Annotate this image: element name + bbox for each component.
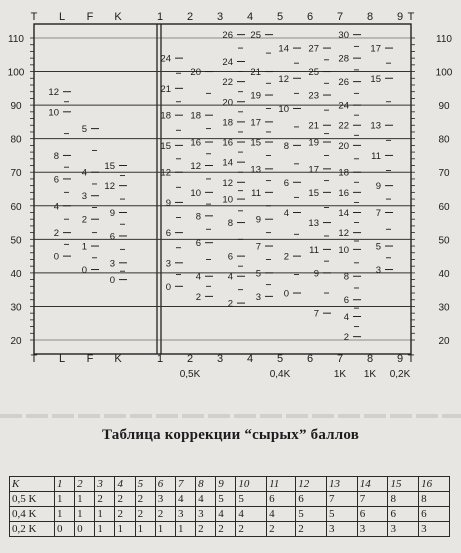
y-tick-left: 110 (8, 34, 24, 45)
scale-value-1: 3 (165, 258, 171, 270)
scale-value-1: 24 (160, 53, 171, 65)
scale-value-7: 6 (343, 295, 349, 307)
header-letter: 9 (396, 11, 404, 23)
k-table-cell: 1 (95, 522, 115, 537)
scale-value-6: 7 (313, 308, 319, 320)
scale-value-3: 2 (227, 298, 233, 310)
k-column-header-2: 2 (75, 477, 95, 492)
k-column-header: K (10, 477, 55, 492)
scale-value-4: 9 (255, 214, 261, 226)
k-table-cell: 1 (75, 507, 95, 522)
scale-value-L: 4 (53, 201, 59, 213)
k-column-header-4: 4 (115, 477, 135, 492)
scale-value-2: 12 (190, 161, 201, 173)
k-column-header-7: 7 (175, 477, 195, 492)
k-table-cell: 3 (175, 507, 195, 522)
scale-value-5: 8 (283, 140, 289, 152)
y-tick-right: 70 (438, 168, 450, 180)
scale-value-7: 30 (338, 30, 349, 42)
scale-value-K: 3 (109, 258, 115, 270)
k-table-cell: 2 (135, 492, 155, 507)
scale-value-3: 20 (222, 97, 233, 109)
k-column-header-5: 5 (135, 477, 155, 492)
footer-letter: 9 (396, 353, 404, 365)
scale-value-8: 5 (375, 241, 381, 253)
scale-value-6: 9 (313, 268, 319, 280)
k-table-cell: 5 (236, 492, 267, 507)
scale-value-1: 21 (160, 83, 171, 95)
scale-value-6: 19 (308, 137, 319, 149)
k-table-row (10, 507, 450, 522)
k-table-cell: 3 (327, 522, 358, 537)
k-table-cell: 1 (95, 507, 115, 522)
scale-value-4: 3 (255, 291, 261, 303)
scale-value-7: 18 (338, 167, 349, 179)
k-column-header-14: 14 (357, 477, 388, 492)
k-column-header-12: 12 (296, 477, 327, 492)
scale-value-8: 17 (370, 43, 381, 55)
k-table-body (10, 492, 450, 537)
footer-letter: 6 (306, 353, 314, 365)
k-table-cell: 3 (196, 507, 216, 522)
scale-value-7: 24 (338, 100, 349, 112)
scale-value-3: 12 (222, 177, 233, 189)
scale-value-6: 17 (308, 164, 319, 176)
header-letter: 2 (186, 11, 194, 23)
scale-value-7: 22 (338, 120, 349, 132)
scale-value-8: 3 (375, 265, 381, 277)
scale-value-8: 13 (370, 120, 381, 132)
scale-value-6: 23 (308, 90, 319, 102)
k-table-cell: 2 (115, 492, 135, 507)
scale-value-2: 8 (195, 211, 201, 223)
k-table-cell: 1 (55, 492, 75, 507)
footer-letter: F (86, 353, 94, 365)
scale-value-2: 6 (195, 238, 201, 250)
k-table-cell: 4 (216, 507, 236, 522)
k-table-cell: 7 (357, 492, 388, 507)
header-letter: 5 (276, 11, 284, 23)
scale-value-L: 2 (53, 228, 59, 240)
k-table-cell: 5 (296, 507, 327, 522)
scale-value-1: 9 (165, 197, 171, 209)
header-letter: 1 (156, 11, 164, 23)
k-table-cell: 2 (267, 522, 296, 537)
y-tick-left: 80 (10, 134, 22, 146)
k-table-cell: 6 (388, 507, 419, 522)
scale-value-4: 19 (250, 90, 261, 102)
footer-sublabel: 1K (333, 369, 347, 380)
k-table-cell: 8 (419, 492, 450, 507)
k-table-cell: 7 (327, 492, 358, 507)
y-tick-left: 90 (10, 101, 22, 113)
header-letter: T (30, 11, 38, 23)
scale-value-7: 12 (338, 228, 349, 240)
y-tick-left: 30 (10, 302, 22, 314)
k-table-row (10, 522, 450, 537)
scale-value-K: 6 (109, 231, 115, 243)
header-letter: 4 (246, 11, 254, 23)
scale-value-4: 25 (250, 30, 261, 42)
scale-value-7: 8 (343, 271, 349, 283)
scale-value-F: 4 (81, 167, 87, 179)
scale-value-7: 10 (338, 244, 349, 256)
scale-value-3: 4 (227, 271, 233, 283)
footer-letter: T (407, 353, 415, 365)
header-letter: T (407, 11, 415, 23)
k-column-header-11: 11 (267, 477, 296, 492)
scale-value-3: 6 (227, 251, 233, 263)
scale-value-7: 20 (338, 140, 349, 152)
k-table-cell: 3 (388, 522, 419, 537)
scale-value-3: 8 (227, 218, 233, 230)
scale-value-4: 21 (250, 67, 261, 79)
scale-value-L: 0 (53, 251, 59, 263)
scale-value-5: 14 (278, 43, 289, 55)
k-table-cell: 3 (155, 492, 175, 507)
header-letter: 6 (306, 11, 314, 23)
footer-letter: K (114, 353, 122, 365)
k-table-cell: 6 (267, 492, 296, 507)
k-table-cell: 2 (196, 522, 216, 537)
y-tick-left: 50 (10, 235, 22, 247)
scale-value-2: 18 (190, 110, 201, 122)
scale-value-F: 3 (81, 191, 87, 203)
y-tick-right: 60 (438, 201, 450, 213)
k-table-cell: 2 (216, 522, 236, 537)
y-tick-right: 20 (438, 336, 450, 347)
footer-letter: 4 (246, 353, 254, 365)
k-column-header-9: 9 (216, 477, 236, 492)
k-table-cell: 2 (155, 507, 175, 522)
y-tick-right: 80 (438, 134, 450, 146)
scale-value-2: 10 (190, 187, 201, 199)
k-table-cell: 1 (115, 522, 135, 537)
scale-value-F: 1 (81, 241, 87, 253)
footer-letter: 5 (276, 353, 284, 365)
scale-value-K: 12 (104, 181, 115, 193)
k-column-header-16: 16 (419, 477, 450, 492)
scale-value-L: 6 (53, 174, 59, 186)
k-table-cell: 8 (388, 492, 419, 507)
scale-value-F: 5 (81, 124, 87, 136)
scale-value-2: 4 (195, 271, 201, 283)
k-table-cell: 1 (175, 522, 195, 537)
footer-sublabel: 1K (363, 369, 377, 380)
scale-value-3: 18 (222, 117, 233, 129)
k-row-label: 0,2 K (10, 522, 55, 537)
scale-value-2: 20 (190, 67, 201, 79)
scale-value-5: 12 (278, 73, 289, 85)
scale-value-5: 0 (283, 288, 289, 300)
k-table-cell: 1 (75, 492, 95, 507)
scale-value-K: 0 (109, 275, 115, 287)
k-table-row (10, 492, 450, 507)
scale-value-6: 27 (308, 43, 319, 55)
k-column-header-3: 3 (95, 477, 115, 492)
scale-value-5: 6 (283, 177, 289, 189)
scale-value-1: 15 (160, 140, 171, 152)
k-table-cell: 3 (357, 522, 388, 537)
footer-letter: L (58, 353, 66, 365)
table-caption: Таблица коррекции “сырых” баллов (101, 427, 360, 443)
footer-sublabel: 0,5K (179, 369, 201, 380)
scale-value-3: 22 (222, 77, 233, 89)
k-table-cell: 4 (196, 492, 216, 507)
scale-value-6: 11 (309, 244, 319, 256)
header-letter: L (58, 11, 66, 23)
k-table-cell: 1 (55, 507, 75, 522)
footer-sublabel: 0,2K (389, 369, 411, 380)
y-tick-right: 40 (438, 268, 450, 280)
k-table-cell: 3 (419, 522, 450, 537)
scale-value-3: 14 (222, 157, 233, 169)
scale-value-7: 14 (338, 207, 349, 219)
header-letter: 3 (216, 11, 224, 23)
scale-value-K: 9 (109, 207, 115, 219)
k-column-header-6: 6 (155, 477, 175, 492)
y-tick-left: 20 (10, 336, 22, 347)
scale-value-5: 2 (283, 251, 289, 263)
k-table-cell: 1 (135, 522, 155, 537)
footer-letter: 8 (366, 353, 374, 365)
scale-value-8: 7 (375, 207, 381, 219)
scale-value-4: 13 (250, 164, 261, 176)
scale-value-6: 15 (308, 187, 319, 199)
scale-value-L: 12 (48, 87, 59, 99)
footer-letter: 3 (216, 353, 224, 365)
k-column-header-15: 15 (388, 477, 419, 492)
scale-value-L: 8 (53, 150, 59, 162)
k-column-header-8: 8 (196, 477, 216, 492)
scale-value-8: 15 (370, 73, 381, 85)
k-column-header-13: 13 (327, 477, 358, 492)
scale-value-4: 7 (255, 241, 261, 253)
scale-value-7: 16 (338, 187, 349, 199)
scale-value-1: 6 (165, 228, 171, 240)
scale-value-1: 0 (165, 281, 171, 293)
footer-letter: 1 (156, 353, 164, 365)
scale-value-1: 18 (160, 110, 171, 122)
footer-sublabel: 0,4K (269, 369, 291, 380)
k-table-cell: 1 (155, 522, 175, 537)
scale-value-7: 2 (343, 332, 349, 344)
k-table-cell: 4 (236, 507, 267, 522)
header-letter: 8 (366, 11, 374, 23)
y-tick-right: 50 (438, 235, 450, 247)
scale-value-F: 2 (81, 214, 87, 226)
k-table-cell: 2 (115, 507, 135, 522)
k-table-cell: 6 (296, 492, 327, 507)
scale-value-3: 10 (222, 194, 233, 206)
scale-value-4: 11 (251, 187, 261, 199)
footer-letter: 7 (336, 353, 344, 365)
scale-value-L: 10 (48, 107, 59, 119)
scale-value-5: 10 (278, 103, 289, 115)
page-bleed-decoration (0, 414, 461, 418)
scale-value-2: 16 (190, 137, 201, 149)
k-table-cell: 2 (135, 507, 155, 522)
scale-value-5: 4 (283, 207, 289, 219)
chart-frame (34, 24, 411, 354)
scale-value-3: 24 (222, 56, 233, 68)
scale-value-4: 17 (250, 117, 261, 129)
footer-letter: 2 (186, 353, 194, 365)
scale-value-6: 13 (308, 218, 319, 230)
k-table-cell: 5 (327, 507, 358, 522)
y-tick-right: 90 (438, 101, 450, 113)
k-table-cell: 6 (357, 507, 388, 522)
y-tick-left: 100 (7, 67, 25, 79)
y-tick-left: 60 (10, 201, 22, 213)
y-tick-right: 110 (436, 34, 452, 45)
scale-value-2: 2 (195, 291, 201, 303)
k-table-header-row (10, 477, 450, 492)
scale-value-K: 15 (104, 161, 115, 173)
k-column-header-1: 1 (55, 477, 75, 492)
header-letter: F (86, 11, 94, 23)
header-letter: K (114, 11, 122, 23)
k-table-cell: 6 (419, 507, 450, 522)
k-table-cell: 2 (296, 522, 327, 537)
k-row-label: 0,4 K (10, 507, 55, 522)
y-tick-left: 40 (10, 268, 22, 280)
k-table-cell: 4 (175, 492, 195, 507)
scale-value-8: 9 (375, 181, 381, 193)
scale-value-6: 25 (308, 67, 319, 79)
k-table-cell: 5 (216, 492, 236, 507)
scale-value-7: 4 (343, 312, 349, 324)
footer-letter: T (30, 353, 38, 365)
scale-value-4: 15 (250, 137, 261, 149)
k-table-cell: 0 (55, 522, 75, 537)
k-table-cell: 4 (267, 507, 296, 522)
k-row-label: 0,5 K (10, 492, 55, 507)
y-tick-right: 30 (438, 302, 450, 314)
scale-value-1: 12 (160, 167, 171, 179)
header-letter: 7 (336, 11, 344, 23)
scale-value-3: 16 (222, 137, 233, 149)
scale-value-8: 11 (371, 150, 381, 162)
k-table-cell: 2 (95, 492, 115, 507)
k-column-header-10: 10 (236, 477, 267, 492)
k-table-cell: 2 (236, 522, 267, 537)
k-correction-table (9, 476, 450, 537)
y-tick-left: 70 (10, 168, 22, 180)
scale-value-7: 26 (338, 77, 349, 89)
scale-value-4: 5 (255, 268, 261, 280)
k-table-cell: 0 (75, 522, 95, 537)
scale-value-F: 0 (81, 265, 87, 277)
scale-value-3: 26 (222, 30, 233, 42)
scale-value-6: 21 (308, 120, 319, 132)
y-tick-right: 100 (435, 67, 453, 79)
scale-value-7: 28 (338, 53, 349, 65)
